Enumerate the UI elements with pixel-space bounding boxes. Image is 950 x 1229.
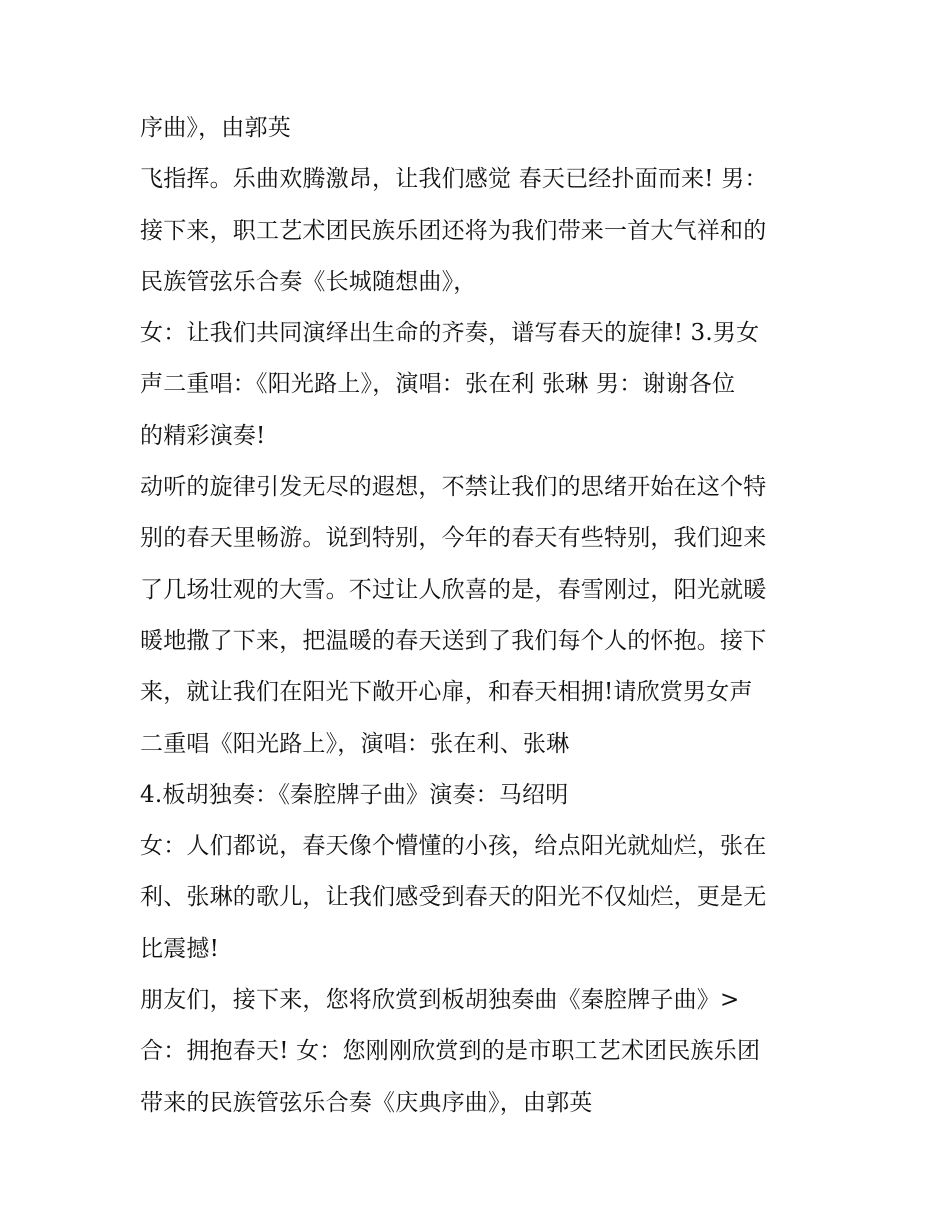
text-line: 的精彩演奏!	[140, 422, 266, 449]
text-line: 声二重唱：《阳光路上》，演唱：张在利 张琳 男：谢谢各位	[140, 371, 736, 398]
text-line: 女：人们都说，春天像个懵懂的小孩，给点阳光就灿烂，张在	[140, 833, 767, 860]
text-line: 了几场壮观的大雪。不过让人欣喜的是，春雪刚过，阳光就暖	[140, 576, 767, 603]
document-body	[140, 103, 830, 1129]
text-line: 利、张琳的歌儿，让我们感受到春天的阳光不仅灿烂，更是无	[140, 884, 767, 911]
text-line: 暖地撒了下来，把温暖的春天送到了我们每个人的怀抱。接下	[140, 627, 767, 654]
text-line: 别的春天里畅游。说到特别，今年的春天有些特别，我们迎来	[140, 525, 767, 552]
text-line: 4.板胡独奏：《秦腔牌子曲》演奏：马绍明	[140, 781, 569, 808]
text-line: 序曲》，由郭英	[140, 115, 291, 141]
text-line: 带来的民族管弦乐合奏《庆典序曲》，由郭英	[140, 1089, 593, 1116]
text-line: 来，就让我们在阳光下敞开心扉，和春天相拥!请欣赏男女声	[140, 679, 753, 706]
text-line: 接下来，职工艺术团民族乐团还将为我们带来一首大气祥和的	[140, 217, 767, 244]
text-line: 朋友们，接下来，您将欣赏到板胡独奏曲《秦腔牌子曲》>	[140, 987, 740, 1014]
text-line: 动听的旋律引发无尽的遐想，不禁让我们的思绪开始在这个特	[140, 474, 767, 501]
text-line: 合：拥抱春天! 女：您刚刚欣赏到的是市职工艺术团民族乐团	[140, 1038, 761, 1065]
text-line: 女：让我们共同演绎出生命的齐奏，谱写春天的旋律! 3.男女	[140, 320, 760, 347]
text-line: 飞指挥。乐曲欢腾激昂，让我们感觉 春天已经扑面而来! 男：	[140, 166, 768, 193]
text-line: 比震撼!	[140, 935, 220, 962]
text-line: 二重唱《阳光路上》，演唱：张在利、张琳	[140, 730, 570, 757]
text-line: 民族管弦乐合奏《长城随想曲》，	[140, 268, 477, 295]
